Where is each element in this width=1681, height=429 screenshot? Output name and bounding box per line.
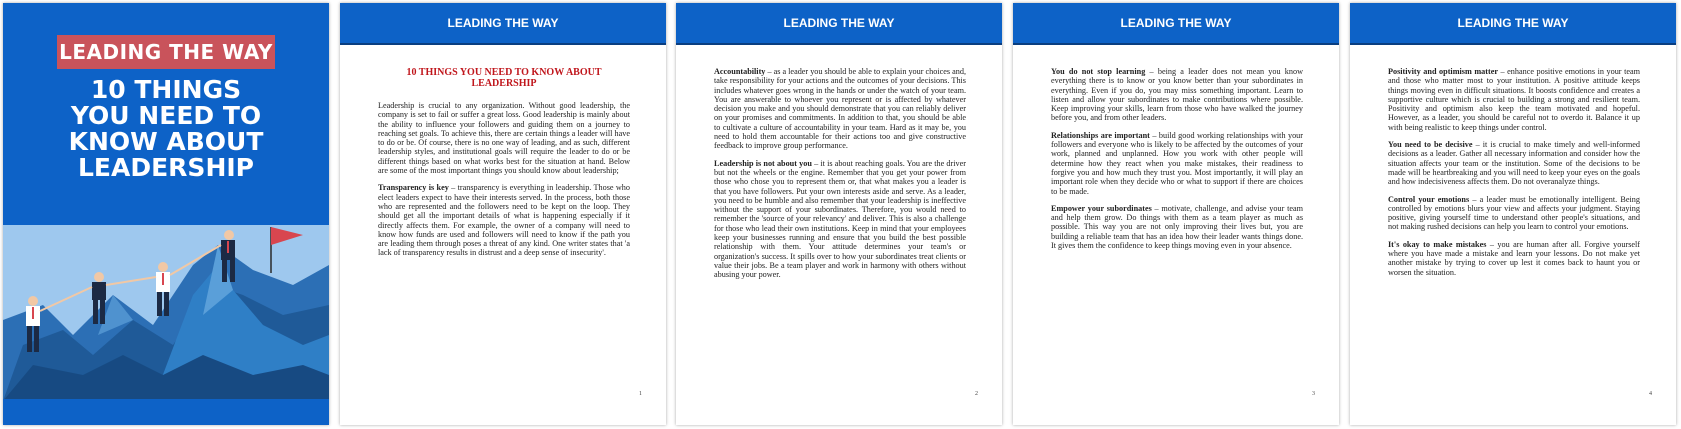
document-title: 10 THINGS YOU NEED TO KNOW ABOUT LEADERSHIP <box>406 67 602 89</box>
section-text: – enhance positive emotions in your team and those who matter most to your institution. A positive attitude keeps things moving even in difficult situations. It boosts confidence and creates a supportive culture which is crucial to building a strong and resilient team. Positivity and optimism also keep the team motivated and hopeful. However, as a leader, you should be careful not to overdo it. Balance it up with being realistic to keep things under control. <box>1388 67 1640 132</box>
page-body <box>1388 67 1640 285</box>
mountain-climbers-illustration <box>3 225 329 401</box>
section-heading: Transparency is key <box>378 183 449 193</box>
header-divider <box>1013 43 1339 45</box>
section-text: – motivate, challenge, and advise your team and help them grow. Do things with them as a team player as much as possible. This way you are not only improving their lives but, you are building a reliable team that has an idea how their leader wants things done. It gives them the confidence to keep things moving even in your absence. <box>1051 203 1303 251</box>
cover-badge: LEADING THE WAY <box>57 35 275 69</box>
section-paragraph <box>1388 195 1640 232</box>
section-text: – transparency is everything in leadership. Those who elect leaders expect to have their interests served. In the process, both those who are represented and the followers need to be kept on the loop. They should get all the important details of what is happening especially if it directly affects them. For example, the owner of a company will need to know how funds are used and followers will need to know if the path you are leading them through poses a threat of any kind. One writer states that 'a lack of transparency results in distrust and a deep sense of insecurity'. <box>378 183 630 258</box>
cover-page <box>3 3 329 425</box>
page-number: 1 <box>639 391 642 397</box>
section-text: – a leader must be emotionally intelligent. Being controlled by emotions blurs your view and affects your judgment. Staying positive, giving yourself time to understand other people's situations, and not making rushed decisions can help you learn to control your emotions. <box>1388 194 1640 232</box>
section-paragraph <box>378 183 630 257</box>
document-page-3 <box>1013 3 1339 425</box>
page-header: LEADING THE WAY <box>676 3 1002 43</box>
section-paragraph <box>714 67 966 151</box>
cover-title-line: 10 THINGS <box>90 75 242 104</box>
page-header: LEADING THE WAY <box>1350 3 1676 43</box>
header-divider <box>1350 43 1676 45</box>
section-paragraph <box>1051 131 1303 196</box>
section-heading: Relationships are important <box>1051 130 1150 140</box>
section-heading: It's okay to make mistakes <box>1388 239 1487 249</box>
header-divider <box>676 43 1002 45</box>
page-body <box>714 67 966 288</box>
intro-paragraph: Leadership is crucial to any organization. Without good leadership, the company is set to fail or suffer a great loss. Good leadership is mainly about the ability to influence your followers and guiding them on a journey to reaching set goals. To achieve this, there are certain things a leader will have to do or be. Of course, there is no one way of leading, and as such, different leadership styles, and institutional goals will require the leader to do or be different things based on what works best for the situation at hand. Below are some of the most important things you should know about leadership; <box>378 101 630 176</box>
section-heading: Leadership is not about you <box>714 158 812 168</box>
section-paragraph <box>1388 240 1640 277</box>
cover-title <box>3 77 329 181</box>
section-heading: Control your emotions <box>1388 194 1470 204</box>
section-heading: You need to be decisive <box>1388 140 1473 150</box>
document-page-2 <box>676 3 1002 425</box>
section-heading: Accountability <box>714 67 766 76</box>
page-body <box>1051 67 1303 258</box>
section-heading: You do not stop learning <box>1051 67 1146 76</box>
section-paragraph <box>714 159 966 280</box>
section-paragraph <box>1388 67 1640 132</box>
section-paragraph <box>1051 204 1303 250</box>
section-text: – it is crucial to make timely and well-informed decisions as a leader. Gather all necessary information and consider how the situation affects your team or the institution. Some of the decisions to be made will be heartbreaking and you will need to keep your eyes on the goals and how indecisiveness affects them. Do not overanalyze things. <box>1388 140 1640 187</box>
header-divider <box>340 43 666 45</box>
page-number: 2 <box>975 391 978 397</box>
section-text: – being a leader does not mean you know everything there is to know or you know better than your subordinates in everything. Even if you do, you may miss something important. Learn to listen and allow your subordinates to make contributions where possible. Keep improving your skills, learn from those who have walked the journey before you, and from other leaders. <box>1051 67 1303 123</box>
section-heading: Positivity and optimism matter <box>1388 67 1498 76</box>
cover-bottom-band <box>3 399 329 425</box>
page-header: LEADING THE WAY <box>1013 3 1339 43</box>
section-text: – you are human after all. Forgive yourself where you have made a mistake and learn your lessons. Do not make yet another mistake by trying to cover up lest it comes back to haunt you or worsen the situation. <box>1388 239 1641 277</box>
document-page-4 <box>1350 3 1676 425</box>
cover-title-line: YOU NEED TO <box>70 101 262 130</box>
section-text: – build good working relationships with your followers and everyone who is likely to be affected by the outcomes of your work, planned and unplanned. How you work with other people will determine how they react when you make mistakes, their readiness to forgive you and how much they trust you. Most importantly, it will play an important role when they decide who or what to support if there are choices to be made. <box>1051 130 1303 196</box>
cover-title-line: KNOW ABOUT <box>68 127 264 156</box>
page-body <box>378 67 630 266</box>
section-paragraph <box>1051 67 1303 123</box>
section-text: – as a leader you should be able to explain your choices and, take responsibility for your actions and the outcomes of your decisions. This includes whatever goes wrong in the hands or under the watch of your team. You are answerable to whoever you represent or is affected by whatever decision you make and you should demonstrate that you can reliably deliver on your promises and commitments. In addition to that, you should be able to cultivate a culture of accountability in your team. Hard as it may be, you need to hold them accountable for their actions too and give constructive feedback to improve group performance. <box>714 67 966 151</box>
page-header: LEADING THE WAY <box>340 3 666 43</box>
section-text: – it is about reaching goals. You are the driver but not the wheels or the engine. Remember that you get your power from those who chose you to represent them or, that what makes you a leader is that you have followers. Put your own interests aside and serve. As a leader, you need to be humble and also remember that your leadership is ineffective without the support of your subordinates. Therefore, you would need to remember the 'source of your relevancy' and deliver. This is also a challenge for those who lead their own institutions. Keep in mind that your employees keep your businesses running and ensure that you build the best possible relationship with them. Your attitude determines your team's or organization's success. It spills over to how your subordinates treat clients or value their jobs. Be a team player and work in harmony with others without abusing your power. <box>714 158 966 280</box>
page-number: 4 <box>1649 391 1652 397</box>
section-paragraph <box>1388 140 1640 186</box>
section-heading: Empower your subordinates <box>1051 203 1152 213</box>
cover-title-line: LEADERSHIP <box>78 153 254 182</box>
document-page-1 <box>340 3 666 425</box>
page-number: 3 <box>1312 391 1315 397</box>
